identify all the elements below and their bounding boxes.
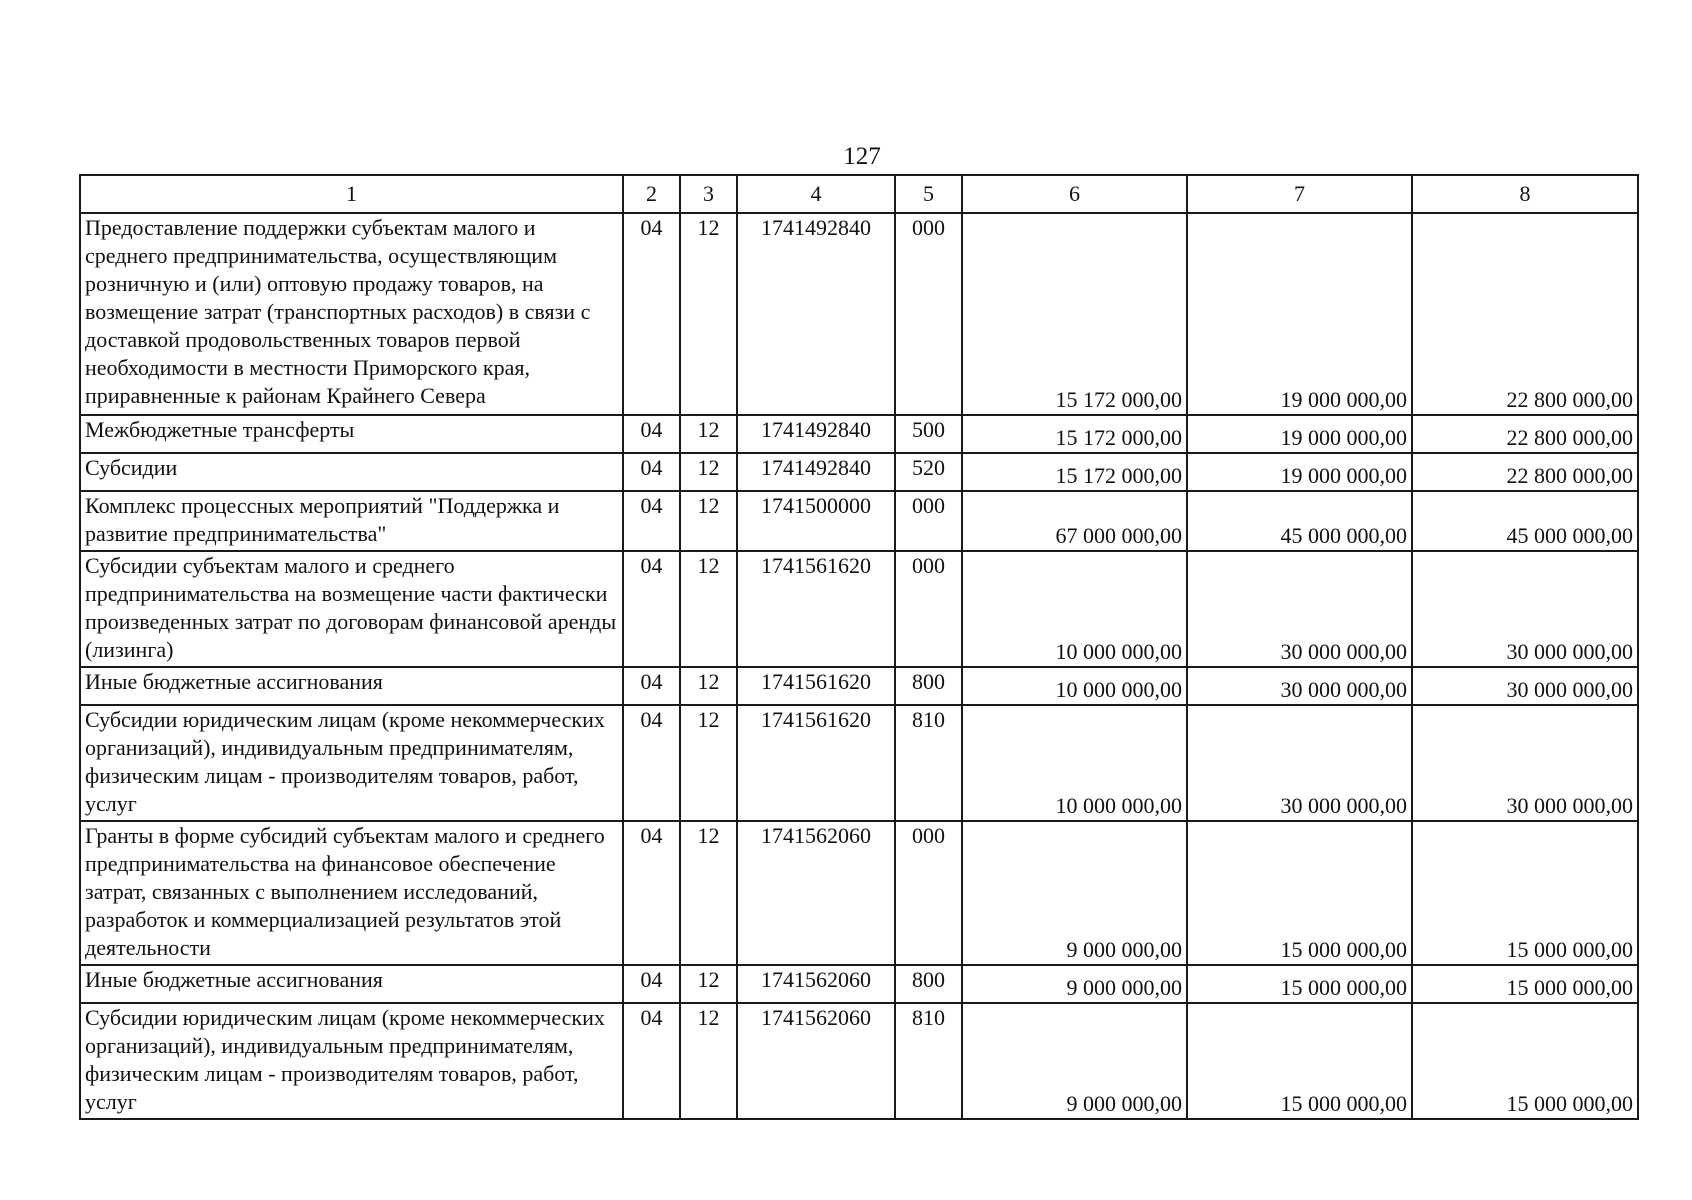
amount-col-6: 10 000 000,00: [962, 705, 1187, 821]
row-name: Гранты в форме субсидий субъектам малого и среднего предпринимательства на финансовое обеспечение затрат, связанных с выполнением исследований, разработок и коммерциализацией результатов этой деятельности: [80, 821, 623, 965]
amount-col-8: 30 000 000,00: [1412, 551, 1638, 667]
column-header-1: 1: [80, 175, 623, 213]
amount-col-6: 10 000 000,00: [962, 667, 1187, 705]
amount-col-7: 45 000 000,00: [1187, 491, 1412, 551]
section-code: 04: [623, 667, 680, 705]
amount-col-7: 30 000 000,00: [1187, 667, 1412, 705]
section-code: 04: [623, 821, 680, 965]
amount-col-7: 19 000 000,00: [1187, 213, 1412, 415]
section-code: 04: [623, 453, 680, 491]
expense-type-code: 000: [895, 821, 962, 965]
amount-col-8: 15 000 000,00: [1412, 821, 1638, 965]
subsection-code: 12: [680, 705, 737, 821]
expense-type-code: 500: [895, 415, 962, 453]
header-row: [80, 175, 1638, 213]
section-code: 04: [623, 491, 680, 551]
target-article-code: 1741561620: [737, 667, 895, 705]
subsection-code: 12: [680, 821, 737, 965]
target-article-code: 1741492840: [737, 415, 895, 453]
section-code: 04: [623, 213, 680, 415]
amount-col-7: 30 000 000,00: [1187, 705, 1412, 821]
table-row: [80, 1003, 1638, 1119]
page-number: 127: [843, 143, 881, 170]
amount-col-6: 67 000 000,00: [962, 491, 1187, 551]
table-header: [80, 175, 1638, 213]
column-header-6: 6: [962, 175, 1187, 213]
row-name: Субсидии: [80, 453, 623, 491]
amount-col-6: 15 172 000,00: [962, 213, 1187, 415]
section-code: 04: [623, 551, 680, 667]
section-code: 04: [623, 705, 680, 821]
section-code: 04: [623, 965, 680, 1003]
table-row: [80, 415, 1638, 453]
subsection-code: 12: [680, 667, 737, 705]
amount-col-8: 30 000 000,00: [1412, 667, 1638, 705]
expense-type-code: 810: [895, 705, 962, 821]
table-row: [80, 821, 1638, 965]
subsection-code: 12: [680, 453, 737, 491]
amount-col-7: 19 000 000,00: [1187, 453, 1412, 491]
row-name: Иные бюджетные ассигнования: [80, 965, 623, 1003]
section-code: 04: [623, 415, 680, 453]
table-row: [80, 965, 1638, 1003]
table-row: [80, 705, 1638, 821]
budget-table: [79, 174, 1639, 1120]
column-header-5: 5: [895, 175, 962, 213]
section-code: 04: [623, 1003, 680, 1119]
column-header-4: 4: [737, 175, 895, 213]
amount-col-8: 22 800 000,00: [1412, 453, 1638, 491]
target-article-code: 1741492840: [737, 453, 895, 491]
amount-col-8: 15 000 000,00: [1412, 965, 1638, 1003]
target-article-code: 1741561620: [737, 551, 895, 667]
amount-col-6: 9 000 000,00: [962, 965, 1187, 1003]
subsection-code: 12: [680, 213, 737, 415]
column-header-7: 7: [1187, 175, 1412, 213]
amount-col-7: 19 000 000,00: [1187, 415, 1412, 453]
amount-col-6: 9 000 000,00: [962, 821, 1187, 965]
row-name: Субсидии юридическим лицам (кроме некоммерческих организаций), индивидуальным предпринимателям, физическим лицам - производителям товаров, работ, услуг: [80, 705, 623, 821]
subsection-code: 12: [680, 491, 737, 551]
expense-type-code: 810: [895, 1003, 962, 1119]
expense-type-code: 800: [895, 965, 962, 1003]
row-name: Предоставление поддержки субъектам малого и среднего предпринимательства, осуществляющим розничную и (или) оптовую продажу товаров, на возмещение затрат (транспортных расходов) в связи с доставкой продовольственных товаров первой необходимости в местности Приморского края, приравненные к районам Крайнего Севера: [80, 213, 623, 415]
subsection-code: 12: [680, 1003, 737, 1119]
amount-col-6: 15 172 000,00: [962, 415, 1187, 453]
expense-type-code: 520: [895, 453, 962, 491]
row-name: Субсидии юридическим лицам (кроме некоммерческих организаций), индивидуальным предпринимателям, физическим лицам - производителям товаров, работ, услуг: [80, 1003, 623, 1119]
row-name: Субсидии субъектам малого и среднего предпринимательства на возмещение части фактически произведенных затрат по договорам финансовой аренды (лизинга): [80, 551, 623, 667]
column-header-8: 8: [1412, 175, 1638, 213]
row-name: Иные бюджетные ассигнования: [80, 667, 623, 705]
target-article-code: 1741562060: [737, 1003, 895, 1119]
amount-col-7: 15 000 000,00: [1187, 1003, 1412, 1119]
amount-col-6: 9 000 000,00: [962, 1003, 1187, 1119]
target-article-code: 1741562060: [737, 821, 895, 965]
amount-col-8: 22 800 000,00: [1412, 213, 1638, 415]
table-row: [80, 491, 1638, 551]
amount-col-6: 10 000 000,00: [962, 551, 1187, 667]
row-name: Межбюджетные трансферты: [80, 415, 623, 453]
amount-col-7: 30 000 000,00: [1187, 551, 1412, 667]
row-name: Комплекс процессных мероприятий "Поддержка и развитие предпринимательства": [80, 491, 623, 551]
subsection-code: 12: [680, 551, 737, 667]
target-article-code: 1741562060: [737, 965, 895, 1003]
subsection-code: 12: [680, 965, 737, 1003]
amount-col-7: 15 000 000,00: [1187, 965, 1412, 1003]
expense-type-code: 000: [895, 213, 962, 415]
expense-type-code: 000: [895, 551, 962, 667]
column-header-2: 2: [623, 175, 680, 213]
expense-type-code: 000: [895, 491, 962, 551]
target-article-code: 1741500000: [737, 491, 895, 551]
table-row: [80, 213, 1638, 415]
amount-col-8: 22 800 000,00: [1412, 415, 1638, 453]
amount-col-6: 15 172 000,00: [962, 453, 1187, 491]
target-article-code: 1741492840: [737, 213, 895, 415]
amount-col-8: 30 000 000,00: [1412, 705, 1638, 821]
amount-col-7: 15 000 000,00: [1187, 821, 1412, 965]
table-body: [80, 213, 1638, 1119]
subsection-code: 12: [680, 415, 737, 453]
column-header-3: 3: [680, 175, 737, 213]
amount-col-8: 45 000 000,00: [1412, 491, 1638, 551]
table-row: [80, 551, 1638, 667]
target-article-code: 1741561620: [737, 705, 895, 821]
expense-type-code: 800: [895, 667, 962, 705]
amount-col-8: 15 000 000,00: [1412, 1003, 1638, 1119]
table-row: [80, 453, 1638, 491]
table-row: [80, 667, 1638, 705]
